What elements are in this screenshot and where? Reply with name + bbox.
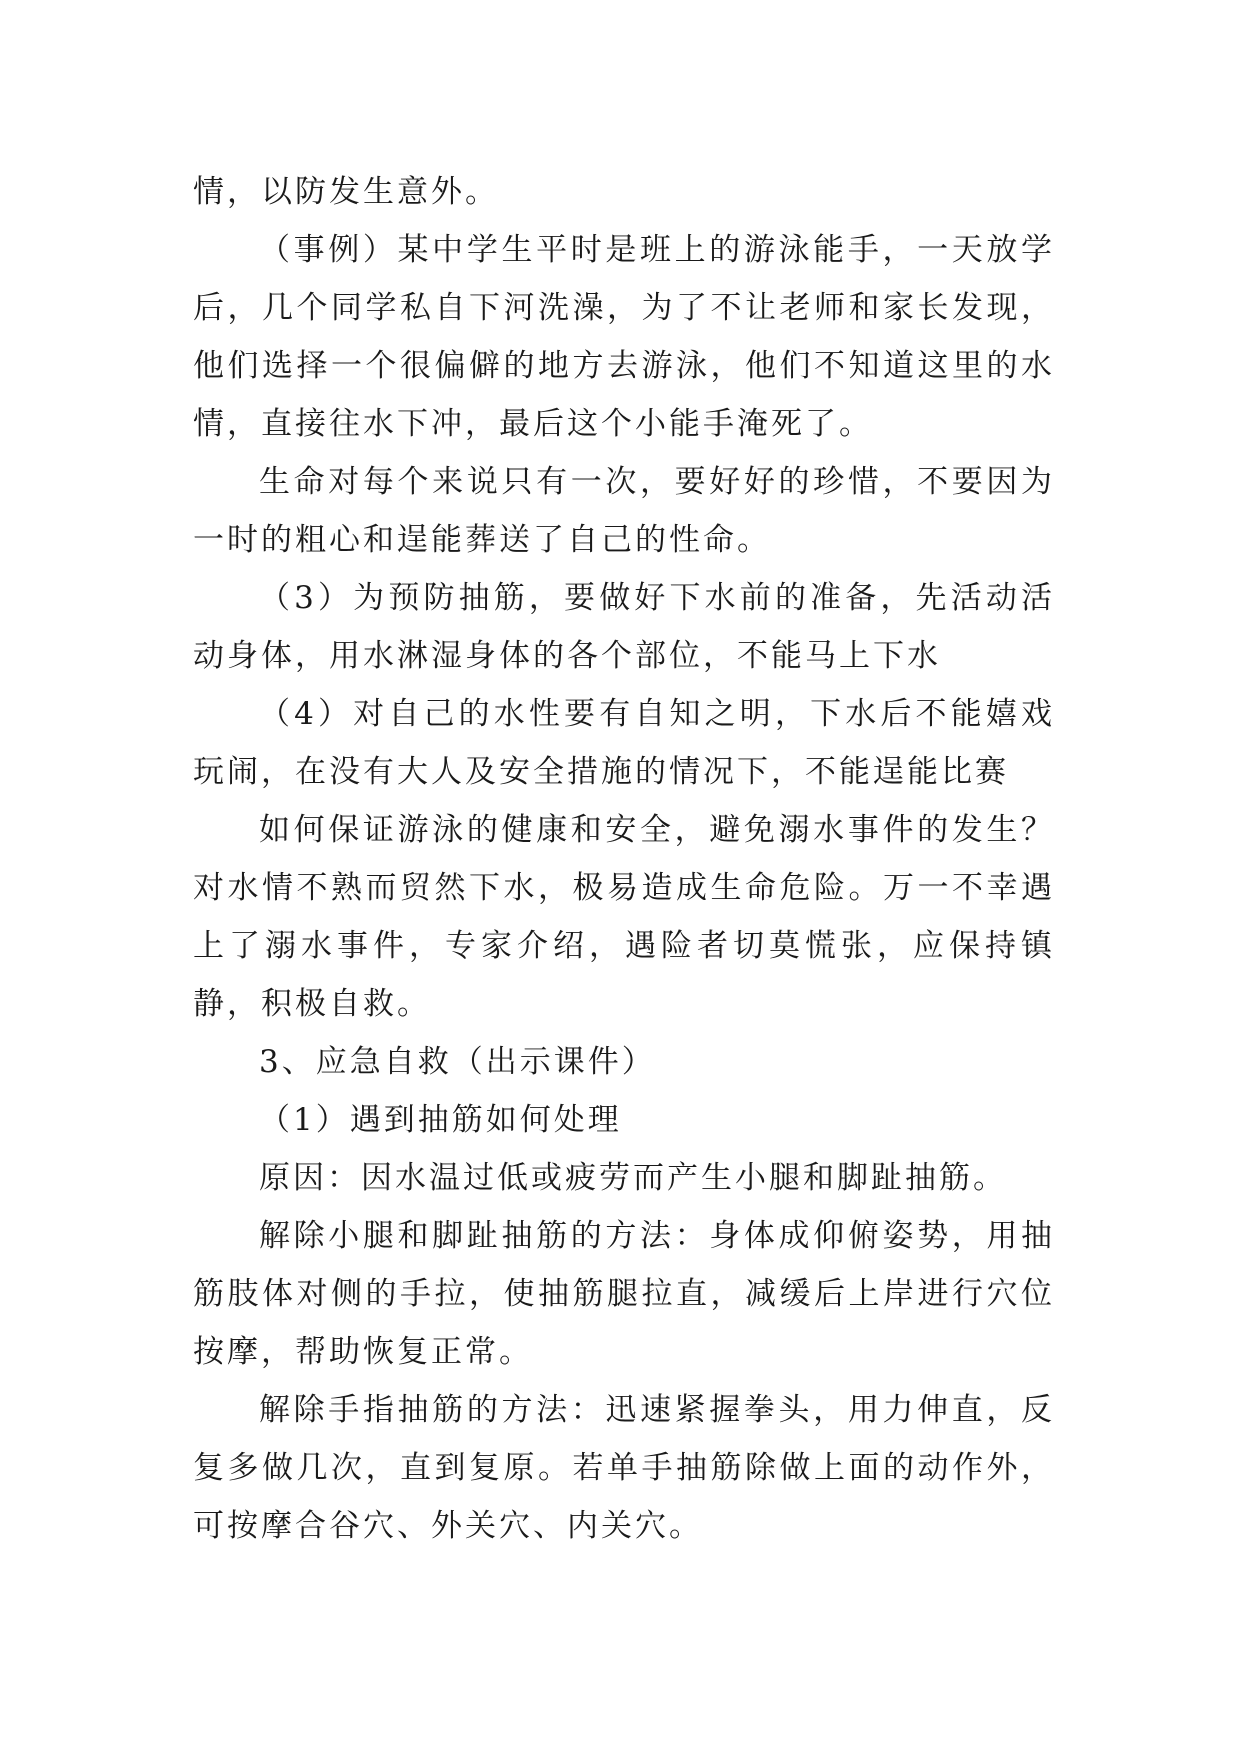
- paragraph-finger-cramp: 解除手指抽筋的方法：迅速紧握拳头，用力伸直，反复多做几次，直到复原。若单手抽筋除做上面的动作外，可按摩合谷穴、外关穴、内关穴。: [193, 1392, 1055, 1544]
- section-heading: 3、应急自救（出示课件）: [259, 1044, 656, 1080]
- paragraph-cause: 原因：因水温过低或疲劳而产生小腿和脚趾抽筋。: [259, 1160, 1007, 1196]
- paragraph-4: （3）为预防抽筋，要做好下水前的准备，先活动活动身体，用水淋湿身体的各个部位，不能马上下水: [193, 580, 1055, 674]
- paragraph-1: 情，以防发生意外。: [193, 174, 499, 210]
- paragraph-5: （4）对自己的水性要有自知之明，下水后不能嬉戏玩闹，在没有大人及安全措施的情况下，不能逞能比赛: [193, 696, 1055, 790]
- document-body: [193, 163, 1055, 1555]
- paragraph-6: 如何保证游泳的健康和安全，避免溺水事件的发生？对水情不熟而贸然下水，极易造成生命危险。万一不幸遇上了溺水事件，专家介绍，遇险者切莫慌张，应保持镇静，积极自救。: [193, 812, 1055, 1022]
- subsection-heading: （1）遇到抽筋如何处理: [259, 1102, 622, 1138]
- paragraph-leg-cramp: 解除小腿和脚趾抽筋的方法：身体成仰俯姿势，用抽筋肢体对侧的手拉，使抽筋腿拉直，减缓后上岸进行穴位按摩，帮助恢复正常。: [193, 1218, 1055, 1370]
- paragraph-2: （事例）某中学生平时是班上的游泳能手，一天放学后，几个同学私自下河洗澡，为了不让老师和家长发现，他们选择一个很偏僻的地方去游泳，他们不知道这里的水情，直接往水下冲，最后这个小能手淹死了。: [193, 232, 1055, 442]
- paragraph-3: 生命对每个来说只有一次，要好好的珍惜，不要因为一时的粗心和逞能葬送了自己的性命。: [193, 464, 1055, 558]
